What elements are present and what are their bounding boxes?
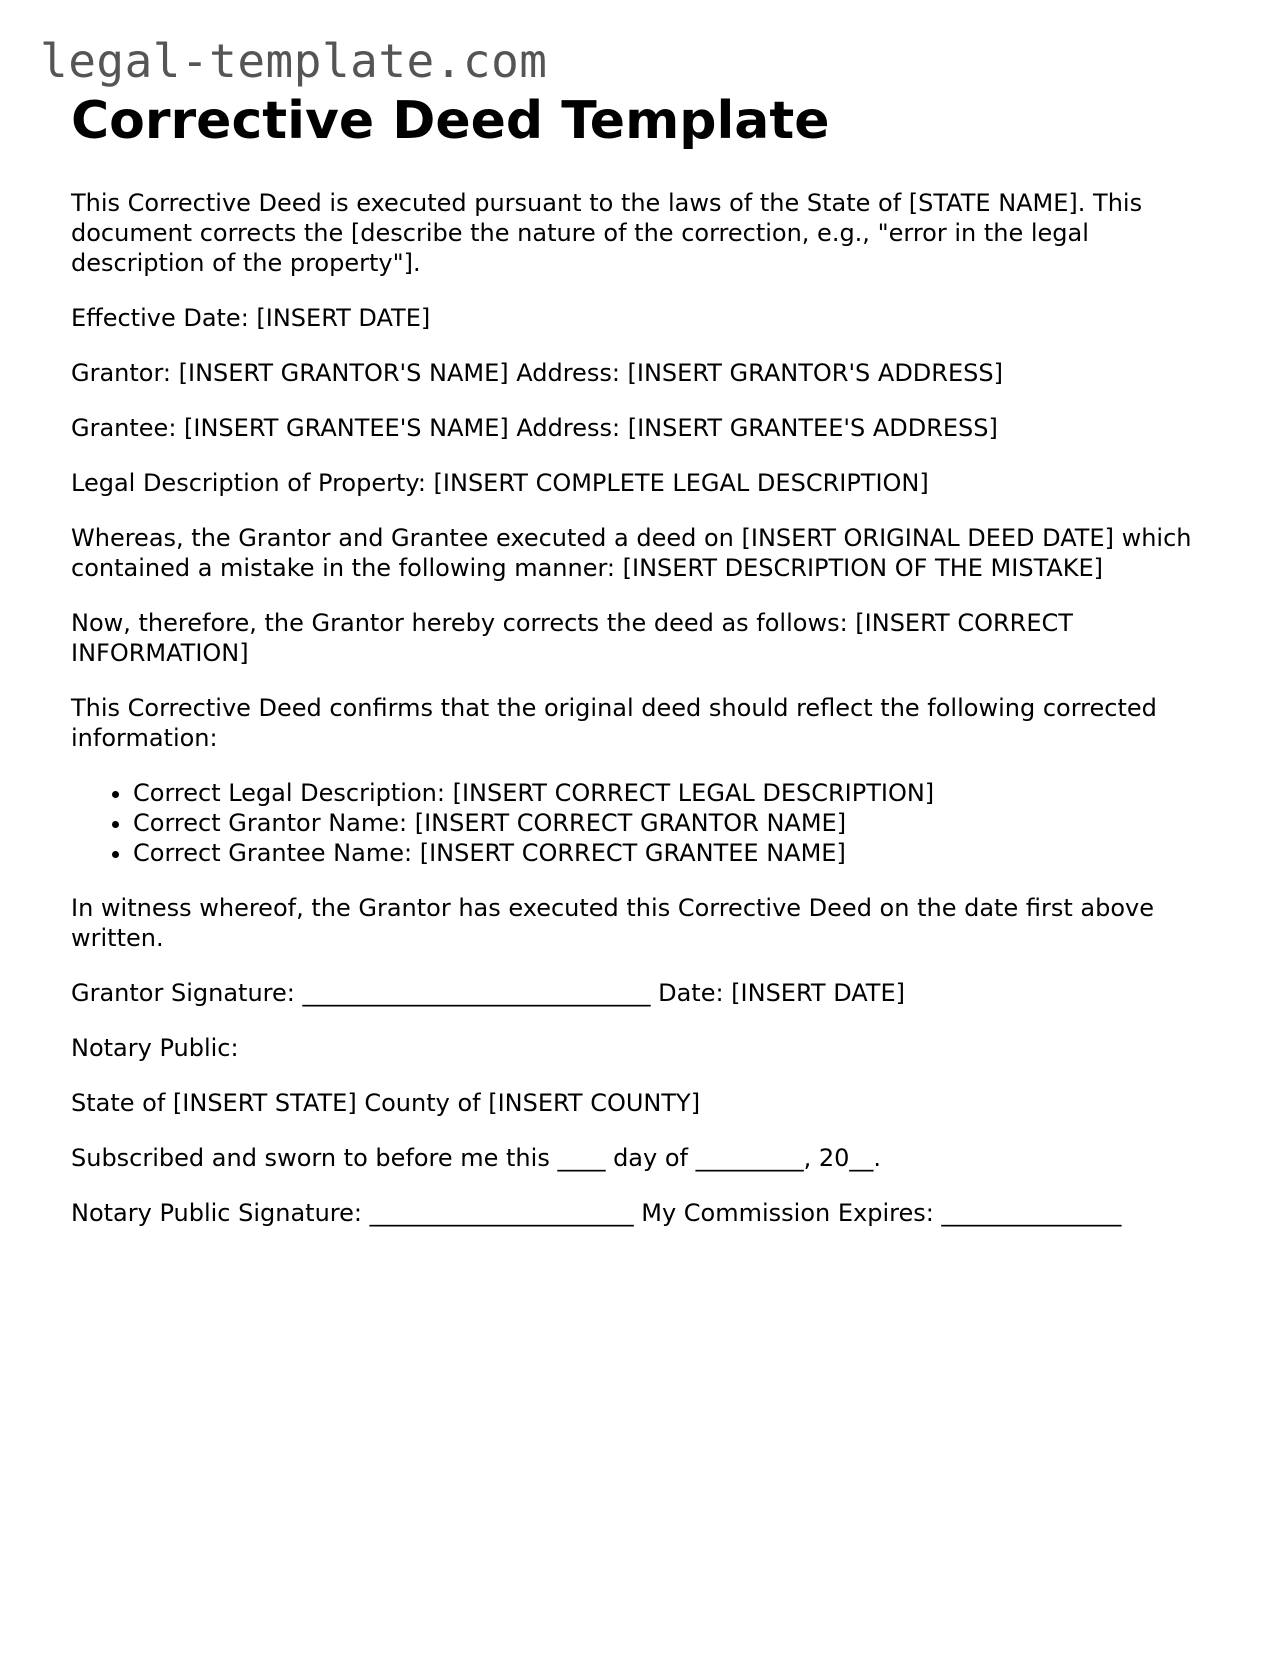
- grantee-line: Grantee: [INSERT GRANTEE'S NAME] Address: [INSERT GRANTEE'S ADDRESS]: [71, 414, 998, 442]
- now-therefore-paragraph: Now, therefore, the Grantor hereby corrects the deed as follows: [INSERT CORRECT INFORMATION]: [71, 609, 1073, 667]
- document-body: [71, 88, 1221, 1253]
- document-title: Corrective Deed Template: [71, 91, 830, 151]
- witness-paragraph: In witness whereof, the Grantor has executed this Corrective Deed on the date first above written.: [71, 894, 1154, 952]
- correction-item-legal-description: • Correct Legal Description: [INSERT CORRECT LEGAL DESCRIPTION]: [133, 778, 1221, 808]
- whereas-paragraph: Whereas, the Grantor and Grantee executed a deed on [INSERT ORIGINAL DEED DATE] which contained a mistake in the following manner: [INSERT DESCRIPTION OF THE MISTAKE]: [71, 524, 1192, 582]
- correction-item-grantee-name: • Correct Grantee Name: [INSERT CORRECT GRANTEE NAME]: [133, 838, 1221, 868]
- notary-signature-line: Notary Public Signature: ______________________ My Commission Expires: _______________: [71, 1199, 1122, 1227]
- intro-paragraph: This Corrective Deed is executed pursuant to the laws of the State of [STATE NAME]. This document corrects the [describe the nature of the correction, e.g., "error in the legal description of the property"].: [71, 189, 1143, 277]
- legal-description-line: Legal Description of Property: [INSERT COMPLETE LEGAL DESCRIPTION]: [71, 469, 929, 497]
- state-county-line: State of [INSERT STATE] County of [INSERT COUNTY]: [71, 1089, 701, 1117]
- grantor-signature-line: Grantor Signature: _____________________________ Date: [INSERT DATE]: [71, 979, 905, 1007]
- subscribed-sworn-line: Subscribed and sworn to before me this ____ day of _________, 20__.: [71, 1144, 882, 1172]
- notary-public-heading: Notary Public:: [71, 1034, 239, 1062]
- confirms-paragraph: This Corrective Deed confirms that the original deed should reflect the following corrected information:: [71, 694, 1157, 752]
- watermark-text: legal-template.com: [40, 34, 548, 88]
- grantor-line: Grantor: [INSERT GRANTOR'S NAME] Address: [INSERT GRANTOR'S ADDRESS]: [71, 359, 1003, 387]
- effective-date-line: Effective Date: [INSERT DATE]: [71, 304, 431, 332]
- corrections-list: [71, 778, 1221, 868]
- correction-item-grantor-name: • Correct Grantor Name: [INSERT CORRECT GRANTOR NAME]: [133, 808, 1221, 838]
